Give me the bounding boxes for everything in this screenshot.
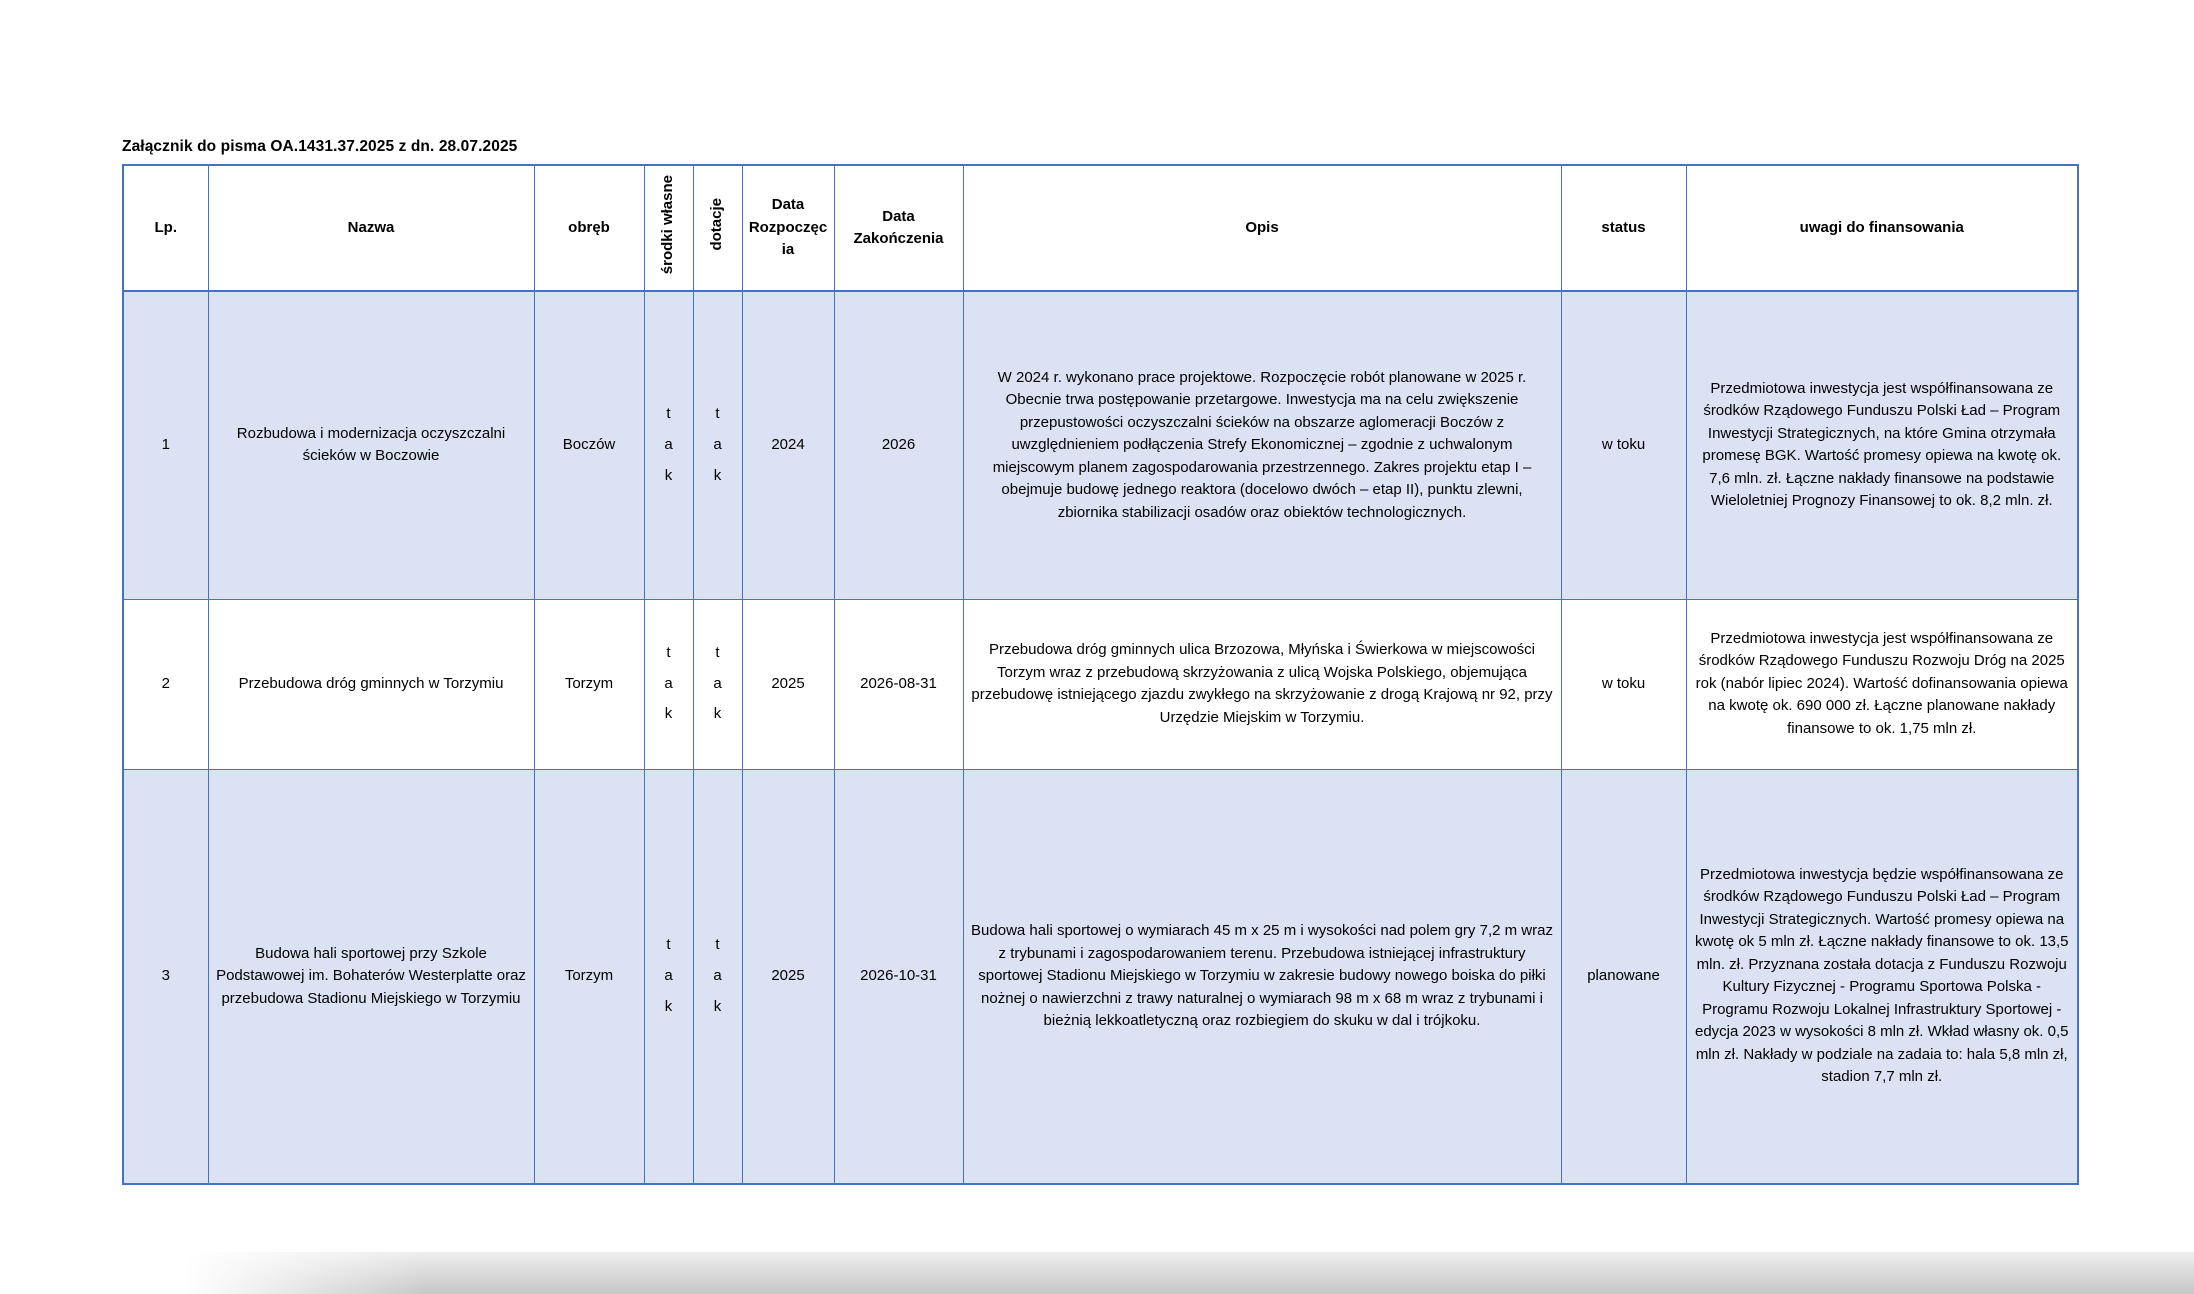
cell-srodki-wlasne: tak bbox=[644, 291, 693, 599]
cell-lp: 2 bbox=[123, 599, 208, 769]
cell-data-zakonczenia: 2026 bbox=[834, 291, 963, 599]
header-cell-lp: Lp. bbox=[123, 165, 208, 291]
cell-dotacje: tak bbox=[693, 291, 742, 599]
header-cell-srodki-wlasne bbox=[644, 165, 693, 291]
header-cell-obreb: obręb bbox=[534, 165, 644, 291]
rotated-header-label: środki własne bbox=[659, 174, 677, 274]
projects-table bbox=[122, 164, 2079, 1185]
rotated-header-label: dotacje bbox=[708, 197, 726, 251]
cell-nazwa: Rozbudowa i modernizacja oczyszczalni ścieków w Boczowie bbox=[208, 291, 534, 599]
cell-nazwa: Przebudowa dróg gminnych w Torzymiu bbox=[208, 599, 534, 769]
cell-obreb: Boczów bbox=[534, 291, 644, 599]
cell-data-zakonczenia: 2026-10-31 bbox=[834, 769, 963, 1184]
table-row bbox=[123, 769, 2078, 1184]
cell-srodki-wlasne: tak bbox=[644, 599, 693, 769]
table-row bbox=[123, 291, 2078, 599]
cell-data-rozpoczecia: 2025 bbox=[742, 769, 834, 1184]
cell-uwagi: Przedmiotowa inwestycja jest współfinansowana ze środków Rządowego Funduszu Polski Ład – Program Inwestycji Strategicznych, na które Gmina otrzymała promesę BGK. Wartość promesy opiewa na kwotę ok. 7,6 mln. zł. Łączne nakłady finansowe na podstawie Wieloletniej Prognozy Finansowej to ok. 8,2 mln. zł. bbox=[1686, 291, 2078, 599]
document-title: Załącznik do pisma OA.1431.37.2025 z dn. 28.07.2025 bbox=[122, 138, 518, 155]
cell-status: planowane bbox=[1561, 769, 1686, 1184]
cell-opis: W 2024 r. wykonano prace projektowe. Rozpoczęcie robót planowane w 2025 r. Obecnie trwa postępowanie przetargowe. Inwestycja ma na celu zwiększenie przepustowości oczyszczalni ścieków na obszarze aglomeracji Boczów z uwzględnieniem podłączenia Strefy Ekonomicznej – zgodnie z uchwalonym miejscowym planem zagospodarowania przestrzennego. Zakres projektu etap I – obejmuje budowę jednego reaktora (docelowo dwóch – etap II), punktu zlewni, zbiornika stabilizacji osadów oraz obiektów technologicznych. bbox=[963, 291, 1561, 599]
header-cell-data-rozpoczecia: Data Rozpoczęcia bbox=[742, 165, 834, 291]
cell-status: w toku bbox=[1561, 291, 1686, 599]
cell-status: w toku bbox=[1561, 599, 1686, 769]
cell-srodki-wlasne: tak bbox=[644, 769, 693, 1184]
cell-opis: Budowa hali sportowej o wymiarach 45 m x 25 m i wysokości nad polem gry 7,2 m wraz z trybunami i zagospodarowaniem terenu. Przebudowa istniejącej infrastruktury sportowej Stadionu Miejskiego w Torzymiu w zakresie budowy nowego boiska do piłki nożnej o nawierzchni z trawy naturalnej o wymiarach 98 m x 68 m wraz z trybunami i bieżnią lekkoatletyczną oraz rozbiegiem do skuku w dal i trójkoku. bbox=[963, 769, 1561, 1184]
cell-nazwa: Budowa hali sportowej przy Szkole Podstawowej im. Bohaterów Westerplatte oraz przebudowa Stadionu Miejskiego w Torzymiu bbox=[208, 769, 534, 1184]
cell-obreb: Torzym bbox=[534, 769, 644, 1184]
cell-data-rozpoczecia: 2025 bbox=[742, 599, 834, 769]
cell-data-zakonczenia: 2026-08-31 bbox=[834, 599, 963, 769]
page-bottom-shadow bbox=[185, 1252, 2194, 1294]
cell-obreb: Torzym bbox=[534, 599, 644, 769]
cell-dotacje: tak bbox=[693, 769, 742, 1184]
table-header-row bbox=[123, 165, 2078, 291]
header-cell-opis: Opis bbox=[963, 165, 1561, 291]
cell-uwagi: Przedmiotowa inwestycja jest współfinansowana ze środków Rządowego Funduszu Rozwoju Dróg na 2025 rok (nabór lipiec 2024). Wartość dofinansowania opiewa na kwotę ok. 690 000 zł. Łączne planowane nakłady finansowe to ok. 1,75 mln zł. bbox=[1686, 599, 2078, 769]
table-row bbox=[123, 599, 2078, 769]
cell-opis: Przebudowa dróg gminnych ulica Brzozowa, Młyńska i Świerkowa w miejscowości Torzym wraz z przebudową skrzyżowania z ulicą Wojska Polskiego, objemująca przebudowę istniejącego zjazdu zwykłego na skrzyżowanie z drogą Krajową nr 92, przy Urzędzie Miejskim w Torzymiu. bbox=[963, 599, 1561, 769]
header-cell-nazwa: Nazwa bbox=[208, 165, 534, 291]
cell-uwagi: Przedmiotowa inwestycja będzie współfinansowana ze środków Rządowego Funduszu Polski Ład – Program Inwestycji Strategicznych. Wartość promesy opiewa na kwotę ok 5 mln zł. Łączne nakłady finansowe to ok. 13,5 mln. zł. Przyznana została dotacja z Funduszu Rozwoju Kultury Fizycznej - Programu Sportowa Polska - Programu Rozwoju Lokalnej Infrastruktury Sportowej - edycja 2023 w wysokości 8 mln zł. Wkład własny ok. 0,5 mln zł. Nakłady w podziale na zadaia to: hala 5,8 mln zł, stadion 7,7 mln zł. bbox=[1686, 769, 2078, 1184]
header-cell-uwagi: uwagi do finansowania bbox=[1686, 165, 2078, 291]
header-cell-status: status bbox=[1561, 165, 1686, 291]
cell-dotacje: tak bbox=[693, 599, 742, 769]
cell-lp: 3 bbox=[123, 769, 208, 1184]
cell-lp: 1 bbox=[123, 291, 208, 599]
header-cell-data-zakonczenia: Data Zakończenia bbox=[834, 165, 963, 291]
cell-data-rozpoczecia: 2024 bbox=[742, 291, 834, 599]
header-cell-dotacje bbox=[693, 165, 742, 291]
